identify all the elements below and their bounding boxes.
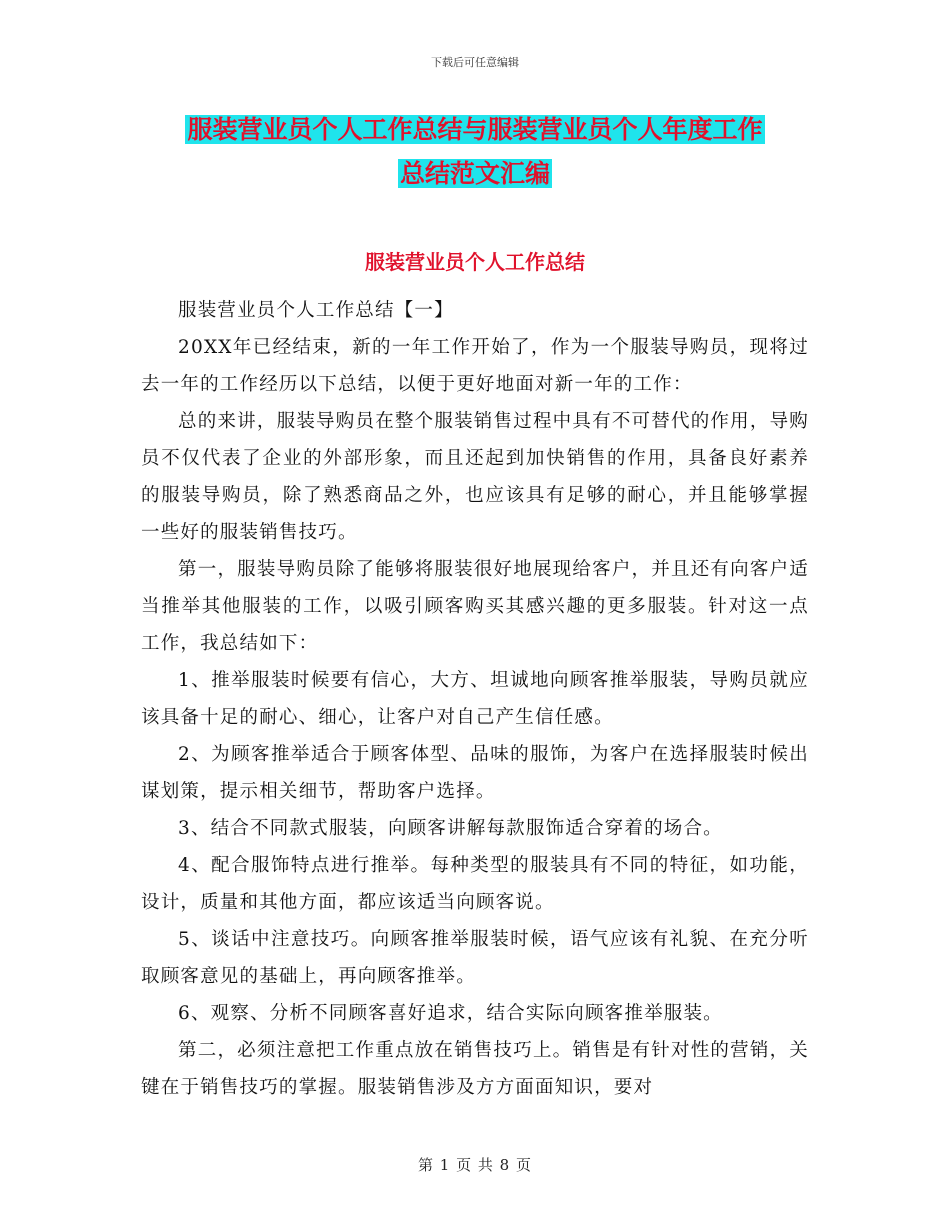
- paragraph: 6、观察、分析不同顾客喜好追求，结合实际向顾客推举服装。: [178, 1003, 723, 1024]
- page-footer: 第 1 页 共 8 页: [418, 1156, 532, 1174]
- paragraph: 第二，必须注意把工作重点放在销售技巧上。销售是有针对性的营销，关键在于销售技巧的掌握。服装销售涉及方方面面知识，要对: [141, 1040, 809, 1098]
- paragraph: 1、推举服装时候要有信心，大方、坦诚地向顾客推举服装，导购员就应该具备十足的耐心、细心，让客户对自己产生信任感。: [141, 670, 809, 728]
- paragraph: 3、结合不同款式服装，向顾客讲解每款服饰适合穿着的场合。: [178, 818, 723, 839]
- paragraph: 4、配合服饰特点进行推举。每种类型的服装具有不同的特征，如功能，设计，质量和其他方面，都应该适当向顾客说。: [141, 855, 809, 913]
- paragraph: 服装营业员个人工作总结【一】: [178, 300, 454, 321]
- paragraph: 20XX年已经结束，新的一年工作开始了，作为一个服装导购员，现将过去一年的工作经历以下总结，以便于更好地面对新一年的工作：: [141, 337, 809, 395]
- body-text: [141, 292, 809, 1106]
- document-title: [140, 108, 810, 196]
- section-title: 服装营业员个人工作总结: [365, 250, 585, 274]
- paragraph: 第一，服装导购员除了能够将服装很好地展现给客户，并且还有向客户适当推举其他服装的工作，以吸引顾客购买其感兴趣的更多服装。针对这一点工作，我总结如下：: [141, 559, 809, 654]
- title-line-1: 服装营业员个人工作总结与服装营业员个人年度工作: [187, 115, 763, 144]
- paragraph: 2、为顾客推举适合于顾客体型、品味的服饰，为客户在选择服装时候出谋划策，提示相关细节，帮助客户选择。: [141, 744, 809, 802]
- title-line-2: 总结范文汇编: [399, 159, 550, 188]
- header-note: 下载后可任意编辑: [431, 56, 519, 69]
- paragraph: 5、谈话中注意技巧。向顾客推举服装时候，语气应该有礼貌、在充分听取顾客意见的基础上，再向顾客推举。: [141, 929, 809, 987]
- paragraph: 总的来讲，服装导购员在整个服装销售过程中具有不可替代的作用，导购员不仅代表了企业的外部形象，而且还起到加快销售的作用，具备良好素养的服装导购员，除了熟悉商品之外，也应该具有足够的耐心，并且能够掌握一些好的服装销售技巧。: [141, 411, 809, 543]
